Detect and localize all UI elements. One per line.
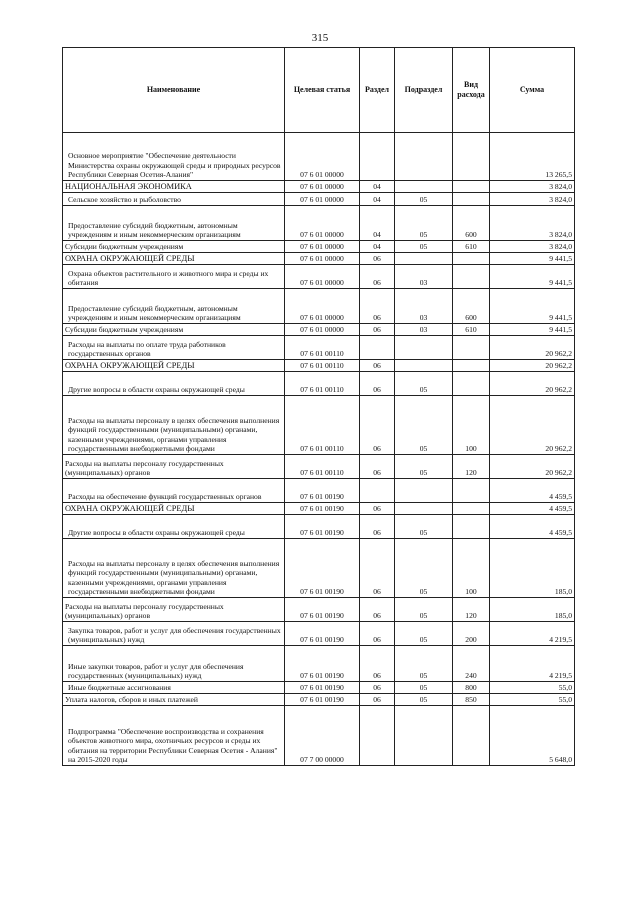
table-row <box>63 324 575 336</box>
row-target: 07 6 01 00000 <box>285 324 360 336</box>
row-section: 06 <box>360 694 395 706</box>
row-sum: 4 459,5 <box>490 515 575 539</box>
row-name: Охрана объектов растительного и животного мира и среды их обитания <box>63 265 285 289</box>
row-name: Иные бюджетные ассигнования <box>63 682 285 694</box>
row-name: Расходы на обеспечение функций государственных органов <box>63 479 285 503</box>
row-expense-type: 240 <box>453 646 490 682</box>
table-row <box>63 455 575 479</box>
row-sum: 20 962,2 <box>490 396 575 455</box>
table-row <box>63 253 575 265</box>
row-target: 07 6 01 00110 <box>285 360 360 372</box>
column-header-section: Раздел <box>360 48 395 133</box>
row-subsection: 05 <box>395 515 453 539</box>
row-name: Подпрограмма "Обеспечение воспроизводства и сохранения объектов животного мира, охотничьих ресурсов и среды их обитания на территории Республики Северная Осетия - Алания" на 2015-2020 годы <box>63 706 285 766</box>
row-sum: 3 824,0 <box>490 241 575 253</box>
row-target: 07 6 01 00000 <box>285 265 360 289</box>
row-section: 04 <box>360 181 395 193</box>
row-target: 07 6 01 00110 <box>285 336 360 360</box>
table-row <box>63 181 575 193</box>
row-section: 06 <box>360 324 395 336</box>
row-subsection <box>395 360 453 372</box>
row-expense-type <box>453 336 490 360</box>
row-subsection: 05 <box>395 694 453 706</box>
table-row <box>63 133 575 181</box>
row-expense-type: 600 <box>453 289 490 324</box>
row-section: 06 <box>360 515 395 539</box>
table-row <box>63 241 575 253</box>
row-sum: 4 219,5 <box>490 622 575 646</box>
row-expense-type: 100 <box>453 539 490 598</box>
table-row <box>63 622 575 646</box>
row-subsection: 05 <box>395 455 453 479</box>
row-sum: 9 441,5 <box>490 289 575 324</box>
table-row <box>63 706 575 766</box>
table-row <box>63 372 575 396</box>
row-target: 07 6 01 00000 <box>285 253 360 265</box>
row-sum: 185,0 <box>490 598 575 622</box>
row-section <box>360 336 395 360</box>
row-expense-type: 600 <box>453 206 490 241</box>
row-name: Основное мероприятие "Обеспечение деятельности Министерства охраны окружающей среды и природных ресурсов Республики Северная Осетия-Алания" <box>63 133 285 181</box>
row-subsection: 03 <box>395 289 453 324</box>
row-expense-type: 610 <box>453 241 490 253</box>
column-header-sum: Сумма <box>490 48 575 133</box>
row-expense-type: 200 <box>453 622 490 646</box>
row-sum: 20 962,2 <box>490 360 575 372</box>
row-target: 07 6 01 00190 <box>285 539 360 598</box>
row-target: 07 6 01 00000 <box>285 193 360 206</box>
row-section: 06 <box>360 253 395 265</box>
row-expense-type <box>453 253 490 265</box>
row-target: 07 7 00 00000 <box>285 706 360 766</box>
row-expense-type: 100 <box>453 396 490 455</box>
row-subsection <box>395 253 453 265</box>
row-target: 07 6 01 00110 <box>285 372 360 396</box>
row-sum: 55,0 <box>490 694 575 706</box>
row-subsection: 05 <box>395 682 453 694</box>
row-sum: 4 459,5 <box>490 479 575 503</box>
row-section <box>360 133 395 181</box>
row-target: 07 6 01 00110 <box>285 396 360 455</box>
row-name: НАЦИОНАЛЬНАЯ ЭКОНОМИКА <box>63 181 285 193</box>
row-subsection: 05 <box>395 646 453 682</box>
row-target: 07 6 01 00190 <box>285 622 360 646</box>
row-subsection: 05 <box>395 539 453 598</box>
row-name: Закупка товаров, работ и услуг для обеспечения государственных (муниципальных) нужд <box>63 622 285 646</box>
row-expense-type <box>453 181 490 193</box>
row-section: 06 <box>360 682 395 694</box>
table-row <box>63 289 575 324</box>
row-section <box>360 706 395 766</box>
row-sum: 20 962,2 <box>490 372 575 396</box>
row-sum: 185,0 <box>490 539 575 598</box>
row-section: 06 <box>360 503 395 515</box>
table-row <box>63 503 575 515</box>
row-target: 07 6 01 00000 <box>285 181 360 193</box>
row-target: 07 6 01 00000 <box>285 241 360 253</box>
row-name: Предоставление субсидий бюджетным, автономным учреждениям и иным некоммерческим организациям <box>63 206 285 241</box>
row-name: Расходы на выплаты персоналу государственных (муниципальных) органов <box>63 455 285 479</box>
row-sum: 9 441,5 <box>490 253 575 265</box>
row-section: 06 <box>360 539 395 598</box>
row-section: 06 <box>360 396 395 455</box>
row-subsection: 05 <box>395 622 453 646</box>
row-sum: 9 441,5 <box>490 265 575 289</box>
row-target: 07 6 01 00190 <box>285 682 360 694</box>
row-section: 06 <box>360 360 395 372</box>
column-header-expense-type: Вид расхода <box>453 48 490 133</box>
row-expense-type <box>453 479 490 503</box>
row-subsection: 05 <box>395 241 453 253</box>
row-target: 07 6 01 00190 <box>285 515 360 539</box>
row-section: 04 <box>360 206 395 241</box>
row-name: ОХРАНА ОКРУЖАЮЩЕЙ СРЕДЫ <box>63 360 285 372</box>
row-target: 07 6 01 00190 <box>285 598 360 622</box>
row-expense-type <box>453 360 490 372</box>
row-name: Другие вопросы в области охраны окружающей среды <box>63 515 285 539</box>
row-sum: 3 824,0 <box>490 181 575 193</box>
row-expense-type <box>453 133 490 181</box>
row-sum: 13 265,5 <box>490 133 575 181</box>
row-subsection <box>395 181 453 193</box>
table-row <box>63 396 575 455</box>
row-section: 04 <box>360 241 395 253</box>
row-subsection: 05 <box>395 206 453 241</box>
row-section: 06 <box>360 455 395 479</box>
row-section: 06 <box>360 646 395 682</box>
row-subsection: 05 <box>395 193 453 206</box>
row-target: 07 6 01 00000 <box>285 289 360 324</box>
row-name: Расходы на выплаты персоналу государственных (муниципальных) органов <box>63 598 285 622</box>
row-section: 04 <box>360 193 395 206</box>
column-header-name: Наименование <box>63 48 285 133</box>
row-name: Расходы на выплаты по оплате труда работников государственных органов <box>63 336 285 360</box>
table-row <box>63 265 575 289</box>
row-subsection <box>395 503 453 515</box>
table-row <box>63 479 575 503</box>
row-target: 07 6 01 00190 <box>285 646 360 682</box>
row-expense-type: 800 <box>453 682 490 694</box>
row-name: Иные закупки товаров, работ и услуг для обеспечения государственных (муниципальных) нужд <box>63 646 285 682</box>
row-name: Расходы на выплаты персоналу в целях обеспечения выполнения функций государственными (муниципальными) органами, казенными учреждениями, органами управления государственными внебюджетными фондами <box>63 539 285 598</box>
row-subsection: 05 <box>395 396 453 455</box>
row-target: 07 6 01 00000 <box>285 206 360 241</box>
row-subsection <box>395 706 453 766</box>
row-subsection: 05 <box>395 598 453 622</box>
row-target: 07 6 01 00190 <box>285 479 360 503</box>
table-row <box>63 360 575 372</box>
page-number: 315 <box>311 32 329 44</box>
row-expense-type: 120 <box>453 598 490 622</box>
row-sum: 4 459,5 <box>490 503 575 515</box>
row-sum: 20 962,2 <box>490 455 575 479</box>
row-expense-type <box>453 706 490 766</box>
row-name: ОХРАНА ОКРУЖАЮЩЕЙ СРЕДЫ <box>63 253 285 265</box>
row-section <box>360 479 395 503</box>
row-section: 06 <box>360 265 395 289</box>
row-expense-type <box>453 372 490 396</box>
row-subsection <box>395 133 453 181</box>
table-row <box>63 598 575 622</box>
row-target: 07 6 01 00000 <box>285 133 360 181</box>
row-name: Другие вопросы в области охраны окружающей среды <box>63 372 285 396</box>
row-subsection <box>395 336 453 360</box>
budget-table <box>62 47 575 766</box>
row-target: 07 6 01 00190 <box>285 694 360 706</box>
table-row <box>63 193 575 206</box>
table-row <box>63 646 575 682</box>
column-header-subsection: Подраздел <box>395 48 453 133</box>
table-row <box>63 515 575 539</box>
row-target: 07 6 01 00110 <box>285 455 360 479</box>
row-name: Сельское хозяйство и рыболовство <box>63 193 285 206</box>
row-target: 07 6 01 00190 <box>285 503 360 515</box>
row-expense-type <box>453 503 490 515</box>
table-header-row <box>63 48 575 133</box>
row-sum: 20 962,2 <box>490 336 575 360</box>
row-expense-type <box>453 515 490 539</box>
row-section: 06 <box>360 289 395 324</box>
row-subsection: 03 <box>395 324 453 336</box>
row-name: ОХРАНА ОКРУЖАЮЩЕЙ СРЕДЫ <box>63 503 285 515</box>
row-subsection <box>395 479 453 503</box>
row-expense-type: 610 <box>453 324 490 336</box>
row-expense-type <box>453 265 490 289</box>
row-section: 06 <box>360 598 395 622</box>
row-name: Уплата налогов, сборов и иных платежей <box>63 694 285 706</box>
table-row <box>63 206 575 241</box>
table-row <box>63 336 575 360</box>
row-sum: 55,0 <box>490 682 575 694</box>
row-subsection: 03 <box>395 265 453 289</box>
row-sum: 4 219,5 <box>490 646 575 682</box>
table-row <box>63 682 575 694</box>
column-header-target: Целевая статья <box>285 48 360 133</box>
row-sum: 3 824,0 <box>490 193 575 206</box>
row-name: Предоставление субсидий бюджетным, автономным учреждениям и иным некоммерческим организациям <box>63 289 285 324</box>
row-name: Субсидии бюджетным учреждениям <box>63 324 285 336</box>
row-sum: 3 824,0 <box>490 206 575 241</box>
row-name: Субсидии бюджетным учреждениям <box>63 241 285 253</box>
row-section: 06 <box>360 622 395 646</box>
row-subsection: 05 <box>395 372 453 396</box>
row-expense-type <box>453 193 490 206</box>
table-row <box>63 694 575 706</box>
row-expense-type: 850 <box>453 694 490 706</box>
table-row <box>63 539 575 598</box>
row-section: 06 <box>360 372 395 396</box>
row-sum: 5 648,0 <box>490 706 575 766</box>
row-name: Расходы на выплаты персоналу в целях обеспечения выполнения функций государственными (муниципальными) органами, казенными учреждениями, органами управления государственными внебюджетными фондами <box>63 396 285 455</box>
row-sum: 9 441,5 <box>490 324 575 336</box>
row-expense-type: 120 <box>453 455 490 479</box>
